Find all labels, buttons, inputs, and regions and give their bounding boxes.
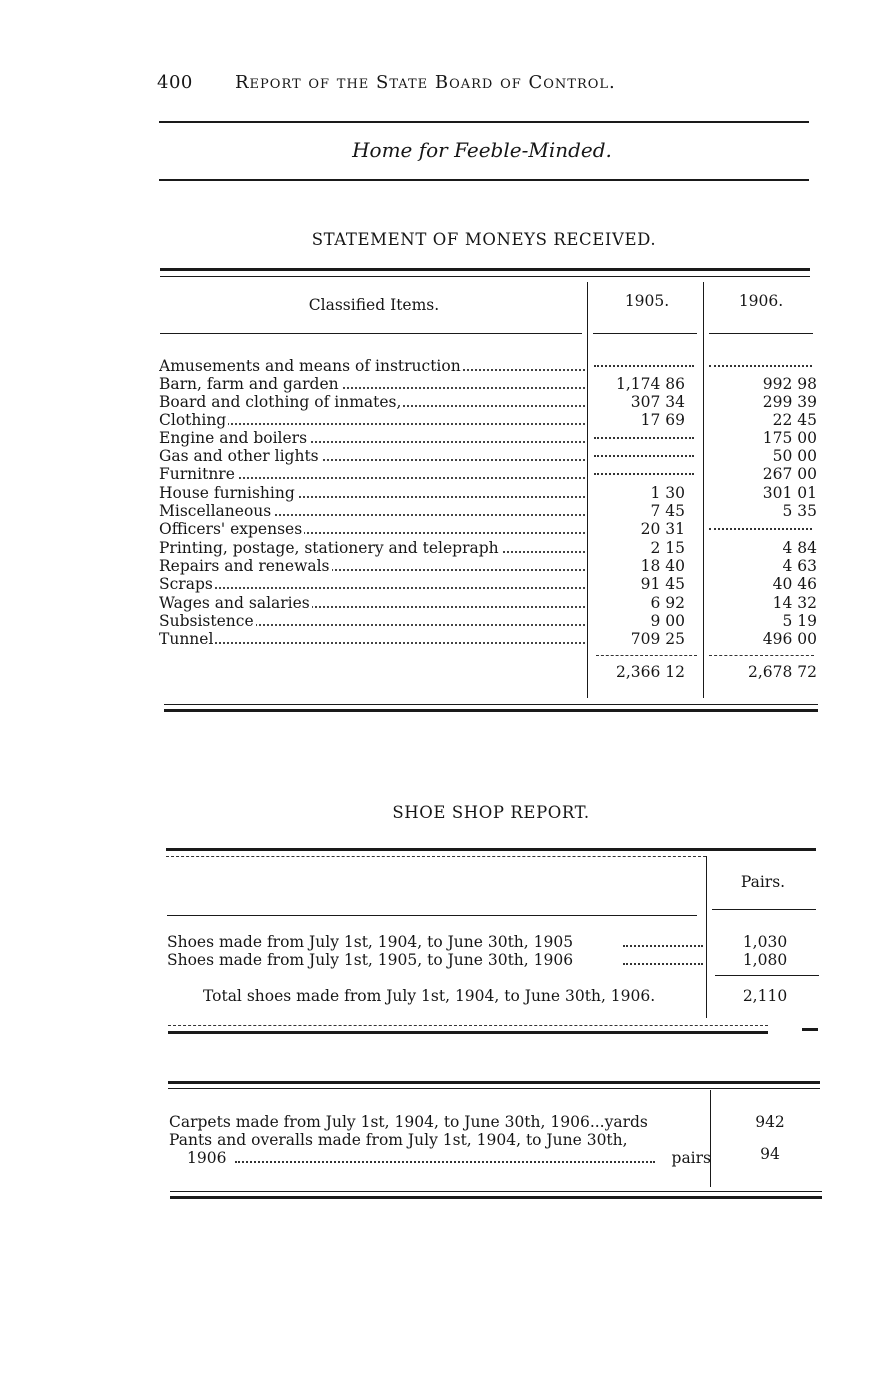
money-row [159,612,819,630]
other-table-bottom-rule-thin [170,1191,822,1192]
money-table-top-rule [160,268,810,271]
money-totals-row [159,663,819,681]
money-row-item: Barn, farm and garden [159,375,339,393]
money-row-item: Clothing [159,411,227,429]
shoe-total-row [203,987,817,1005]
money-row [159,411,819,429]
money-total-1906: 2,678 72 [747,663,817,681]
money-row-item: Printing, postage, stationery and telepraph [159,539,499,557]
shoe-row-pairs: 1,080 [742,951,788,969]
money-row-1906: 301 01 [762,484,817,502]
header-rule-bottom [159,179,809,181]
money-row-1906: 5 35 [782,502,817,520]
shoe-row [167,951,817,969]
money-row [159,465,819,483]
money-row [159,630,819,648]
money-row-1905: 1,174 86 [615,375,685,393]
money-row-1906: 4 63 [782,557,817,575]
running-head [157,72,717,93]
money-row-1905: 18 40 [640,557,685,575]
institution-subtitle: Home for Feeble-Minded. [352,138,612,162]
shoe-row [167,933,817,951]
money-row-1905: 7 45 [650,502,685,520]
shoe-row-label: Shoes made from July 1st, 1905, to June 30th, 1906 [167,951,574,969]
money-row-1905: 17 69 [640,411,685,429]
money-row-item: Tunnel [159,630,214,648]
money-col-header-items: Classified Items. [308,296,440,314]
shoe-table-bottom-rule [168,1031,768,1034]
money-row-item: Officers' expenses [159,520,303,538]
money-table-bottom-rule [164,709,818,712]
money-col-header-1906: 1906. [738,292,784,310]
carpets-row [169,1113,819,1131]
pants-unit: pairs [671,1149,711,1167]
shoe-section-title: SHOE SHOP REPORT. [392,803,590,822]
money-row-item: Miscellaneous [159,502,272,520]
money-row-1905: 6 92 [650,594,685,612]
money-row-dots-1905 [594,365,694,367]
money-row-1905: 1 30 [650,484,685,502]
pants-label-line2: 1906 [187,1149,227,1167]
money-row-1906: 299 39 [762,393,817,411]
money-row-1906: 50 00 [772,447,817,465]
money-row-1906: 22 45 [772,411,817,429]
money-row-item: Board and clothing of inmates, [159,393,402,411]
money-row-1905: 307 34 [630,393,685,411]
money-total-rule-1906 [709,655,814,656]
money-row-1906: 496 00 [762,630,817,648]
shoe-table-bottom-rule-thin [168,1025,768,1026]
money-row-1906: 175 00 [762,429,817,447]
money-row [159,575,819,593]
money-row-dots-1906 [709,365,812,367]
money-row-item: Subsistence [159,612,254,630]
money-row-1906: 40 46 [772,575,817,593]
money-table-top-rule-thin [160,276,810,277]
pants-value: 94 [760,1145,780,1163]
header-rule-top [159,121,809,123]
pants-row-leader [235,1161,655,1163]
money-header-underline-1905 [593,333,697,334]
shoe-table-top-rule [166,848,816,851]
money-row [159,520,819,538]
money-total-1905: 2,366 12 [615,663,685,681]
money-row-1905: 20 31 [640,520,685,538]
money-row-1905: 709 25 [630,630,685,648]
shoe-row-pairs: 1,030 [742,933,788,951]
shoe-total-rule [715,975,819,976]
money-row [159,357,819,375]
money-row-dots-1905 [594,473,694,475]
money-row-item: Engine and boilers [159,429,308,447]
money-row [159,429,819,447]
other-table-top-rule-thin [168,1088,820,1089]
money-row [159,484,819,502]
money-row [159,375,819,393]
money-total-rule-1905 [596,655,697,656]
money-row-1905: 2 15 [650,539,685,557]
money-row-1906: 4 84 [782,539,817,557]
pants-row-line2 [169,1145,819,1167]
money-row [159,447,819,465]
money-row-1906: 267 00 [762,465,817,483]
carpets-value: 942 [755,1113,785,1131]
money-row-item: Furnitnre [159,465,235,483]
money-row-item: Amusements and means of instruction [159,357,461,375]
carpets-label: Carpets made from July 1st, 1904, to June 30th, 1906...yards [169,1113,648,1131]
money-row-dots-1906 [709,528,812,530]
money-row-1905: 91 45 [640,575,685,593]
shoe-row-leader [623,945,703,947]
pants-label-line1: Pants and overalls made from July 1st, 1904, to June 30th, [169,1131,628,1149]
shoe-header-underline-pairs [712,909,816,910]
other-table-bottom-rule [170,1196,822,1199]
money-row [159,539,819,557]
money-section-title: STATEMENT OF MONEYS RECEIVED. [311,230,657,249]
running-title: Report of the State Board of Control. [235,72,616,93]
money-row-item: House furnishing [159,484,295,502]
shoe-row-leader [623,963,703,965]
money-row-1906: 992 98 [762,375,817,393]
shoe-table-bottom-rule-end [802,1028,818,1031]
money-row-item: Repairs and renewals [159,557,330,575]
shoe-row-label: Shoes made from July 1st, 1904, to June 30th, 1905 [167,933,574,951]
money-row-1906: 14 32 [772,594,817,612]
money-header-underline-items [160,333,582,334]
page-number: 400 [157,72,193,93]
money-col-header-1905: 1905. [624,292,670,310]
shoe-table-top-rule-thin [166,856,706,857]
money-row-dots-1905 [594,455,694,457]
money-row [159,594,819,612]
other-table-top-rule [168,1081,820,1084]
money-row-item: Scraps [159,575,213,593]
shoe-total-pairs: 2,110 [742,987,788,1005]
money-row-item: Gas and other lights [159,447,319,465]
money-row [159,557,819,575]
money-header-underline-1906 [709,333,813,334]
money-row [159,502,819,520]
shoe-col-header-pairs: Pairs. [740,873,786,891]
money-row-1906: 5 19 [782,612,817,630]
money-table-bottom-rule-thin [164,704,818,705]
money-row-dots-1905 [594,437,694,439]
money-row-1905: 9 00 [650,612,685,630]
money-row-item: Wages and salaries [159,594,310,612]
shoe-header-underline [167,915,697,916]
money-row [159,393,819,411]
shoe-total-label: Total shoes made from July 1st, 1904, to June 30th, 1906. [203,987,656,1005]
